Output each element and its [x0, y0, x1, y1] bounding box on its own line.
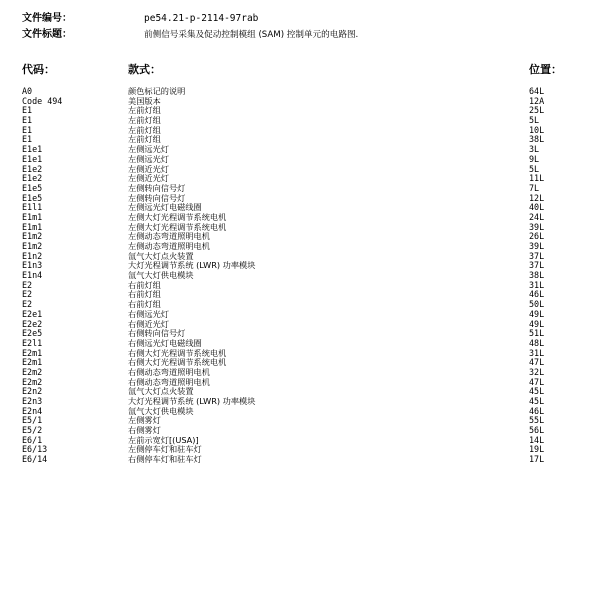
doc-number-label: 文件编号： [22, 13, 72, 24]
model-cell: 左侧转向信号灯 [128, 192, 186, 203]
table-row [0, 213, 603, 223]
model-cell: 左前灯组 [128, 105, 161, 116]
table-row [0, 126, 603, 136]
code-cell: E1e5 [22, 192, 43, 203]
model-cell: 右前灯组 [128, 289, 161, 300]
doc-title-label: 文件标题： [22, 29, 72, 40]
position-cell: 12L [529, 192, 545, 203]
code-cell: E2e1 [22, 308, 43, 319]
code-cell: E1m1 [22, 211, 43, 222]
model-cell: 左侧远光灯 [128, 144, 169, 155]
position-cell: 50L [529, 299, 545, 310]
code-cell: E1e1 [22, 144, 43, 155]
model-cell: 左侧大灯光程调节系统电机 [128, 221, 227, 232]
model-cell: 左前示宽灯[(USA)] [128, 434, 199, 445]
model-cell: 大灯光程调节系统 (LWR) 功率模块 [128, 260, 256, 271]
code-cell: E2 [22, 299, 33, 310]
model-cell: 左侧雾灯 [128, 415, 161, 426]
model-cell: 美国版本 [128, 95, 161, 106]
model-cell: 左侧大灯光程调节系统电机 [128, 211, 227, 222]
model-cell: 氙气大灯点火装置 [128, 250, 194, 261]
model-cell: 右前灯组 [128, 299, 161, 310]
table-row [0, 252, 603, 262]
model-cell: 左侧远光灯电磁线圈 [128, 202, 202, 213]
table-row [0, 368, 603, 378]
position-cell: 37L [529, 260, 545, 271]
position-cell: 31L [529, 279, 545, 290]
table-row [0, 407, 603, 417]
table-row [0, 145, 603, 155]
table-row [0, 155, 603, 165]
code-cell: E5/1 [22, 415, 43, 426]
code-cell: E2n3 [22, 396, 43, 406]
component-table [0, 87, 603, 465]
code-cell: E5/2 [22, 425, 43, 436]
position-cell: 24L [529, 211, 545, 222]
position-cell: 56L [529, 425, 545, 436]
table-row [0, 174, 603, 184]
position-cell: 49L [529, 318, 545, 329]
code-cell: A0 [22, 86, 33, 96]
code-cell: E1l1 [22, 202, 43, 213]
code-cell: E2m1 [22, 347, 43, 358]
position-cell: 9L [529, 153, 540, 164]
position-cell: 47L [529, 357, 545, 368]
table-row [0, 426, 603, 436]
position-cell: 45L [529, 396, 545, 406]
table-row [0, 358, 603, 368]
column-header-code: 代码： [22, 63, 55, 76]
model-cell: 右侧远光灯 [128, 308, 169, 319]
position-cell: 64L [529, 86, 545, 96]
model-cell: 左侧远光灯 [128, 153, 169, 164]
position-cell: 11L [529, 173, 545, 184]
table-row [0, 106, 603, 116]
position-cell: 46L [529, 289, 545, 300]
table-row [0, 135, 603, 145]
doc-title-row [22, 28, 582, 42]
code-cell: E2e2 [22, 318, 43, 329]
code-cell: E2 [22, 279, 33, 290]
position-cell: 40L [529, 202, 545, 213]
table-row [0, 290, 603, 300]
position-cell: 45L [529, 386, 545, 397]
position-cell: 39L [529, 221, 545, 232]
table-row [0, 194, 603, 204]
position-cell: 55L [529, 415, 545, 426]
model-cell: 左侧转向信号灯 [128, 182, 186, 193]
code-cell: E1m2 [22, 241, 43, 251]
code-cell: E1e2 [22, 173, 43, 184]
code-cell: E1 [22, 124, 33, 135]
position-cell: 7L [529, 182, 540, 193]
table-row [0, 165, 603, 175]
model-cell: 右侧停车灯和驻车灯 [128, 454, 202, 465]
model-cell: 氙气大灯供电模块 [128, 405, 194, 416]
model-cell: 左侧动态弯道照明电机 [128, 241, 210, 251]
model-cell: 右侧动态弯道照明电机 [128, 376, 210, 387]
position-cell: 51L [529, 328, 545, 339]
column-header-position: 位置： [529, 63, 562, 76]
code-cell: E1 [22, 115, 33, 126]
model-cell: 左前灯组 [128, 124, 161, 135]
code-cell: E2m1 [22, 357, 43, 368]
model-cell: 左前灯组 [128, 115, 161, 126]
position-cell: 25L [529, 105, 545, 116]
position-cell: 5L [529, 115, 540, 126]
model-cell: 左侧近光灯 [128, 173, 169, 184]
doc-title-value: 前侧信号采集及促动控制模组 (SAM) 控制单元的电路图. [144, 30, 359, 40]
table-row [0, 261, 603, 271]
table-row [0, 310, 603, 320]
table-row [0, 387, 603, 397]
code-cell: E1m2 [22, 231, 43, 242]
code-cell: Code 494 [22, 95, 63, 106]
position-cell: 39L [529, 241, 545, 251]
position-cell: 5L [529, 163, 540, 174]
code-cell: E2m2 [22, 376, 43, 387]
position-cell: 12A [529, 95, 545, 106]
model-cell: 右侧动态弯道照明电机 [128, 366, 210, 377]
position-cell: 19L [529, 444, 545, 455]
table-row [0, 320, 603, 330]
table-row [0, 87, 603, 97]
code-cell: E2n2 [22, 386, 43, 397]
position-cell: 26L [529, 231, 545, 242]
code-cell: E2e5 [22, 328, 43, 339]
position-cell: 31L [529, 347, 545, 358]
model-cell: 右前灯组 [128, 279, 161, 290]
code-cell: E2n4 [22, 405, 43, 416]
table-row [0, 378, 603, 388]
model-cell: 氙气大灯点火装置 [128, 386, 194, 397]
position-cell: 47L [529, 376, 545, 387]
table-row [0, 445, 603, 455]
position-cell: 32L [529, 366, 545, 377]
position-cell: 49L [529, 308, 545, 319]
doc-number-row [22, 12, 582, 26]
code-cell: E1n2 [22, 250, 43, 261]
table-row [0, 223, 603, 233]
table-row [0, 329, 603, 339]
model-cell: 右侧大灯光程调节系统电机 [128, 357, 227, 368]
code-cell: E1e1 [22, 153, 43, 164]
table-row [0, 232, 603, 242]
position-cell: 46L [529, 405, 545, 416]
position-cell: 37L [529, 250, 545, 261]
position-cell: 48L [529, 337, 545, 348]
code-cell: E1 [22, 134, 33, 145]
position-cell: 38L [529, 270, 545, 281]
position-cell: 10L [529, 124, 545, 135]
model-cell: 氙气大灯供电模块 [128, 270, 194, 281]
code-cell: E2l1 [22, 337, 43, 348]
code-cell: E1 [22, 105, 33, 116]
table-row [0, 203, 603, 213]
table-row [0, 300, 603, 310]
table-row [0, 397, 603, 407]
code-cell: E1e2 [22, 163, 43, 174]
code-cell: E6/13 [22, 444, 48, 455]
table-row [0, 416, 603, 426]
code-cell: E1n4 [22, 270, 43, 281]
model-cell: 左前灯组 [128, 134, 161, 145]
model-cell: 左侧近光灯 [128, 163, 169, 174]
position-cell: 17L [529, 454, 545, 465]
position-cell: 3L [529, 144, 540, 155]
table-row [0, 97, 603, 107]
model-cell: 右侧雾灯 [128, 425, 161, 436]
model-cell: 左侧动态弯道照明电机 [128, 231, 210, 242]
code-cell: E2m2 [22, 366, 43, 377]
code-cell: E2 [22, 289, 33, 300]
table-row [0, 455, 603, 465]
code-cell: E1m1 [22, 221, 43, 232]
position-cell: 38L [529, 134, 545, 145]
code-cell: E6/14 [22, 454, 48, 465]
table-row [0, 436, 603, 446]
table-row [0, 349, 603, 359]
code-cell: E1e5 [22, 182, 43, 193]
column-header-model: 款式： [128, 63, 161, 76]
table-row [0, 271, 603, 281]
model-cell: 右侧转向信号灯 [128, 328, 186, 339]
code-cell: E1n3 [22, 260, 43, 271]
model-cell: 颜色标记的说明 [128, 86, 186, 96]
table-row [0, 281, 603, 291]
doc-number-value: pe54.21-p-2114-97rab [144, 13, 259, 24]
model-cell: 右侧远光灯电磁线圈 [128, 337, 202, 348]
model-cell: 大灯光程调节系统 (LWR) 功率模块 [128, 396, 256, 406]
code-cell: E6/1 [22, 434, 43, 445]
model-cell: 右侧大灯光程调节系统电机 [128, 347, 227, 358]
table-row [0, 184, 603, 194]
table-row [0, 242, 603, 252]
position-cell: 14L [529, 434, 545, 445]
table-row [0, 339, 603, 349]
table-row [0, 116, 603, 126]
model-cell: 右侧近光灯 [128, 318, 169, 329]
model-cell: 左侧停车灯和驻车灯 [128, 444, 202, 455]
